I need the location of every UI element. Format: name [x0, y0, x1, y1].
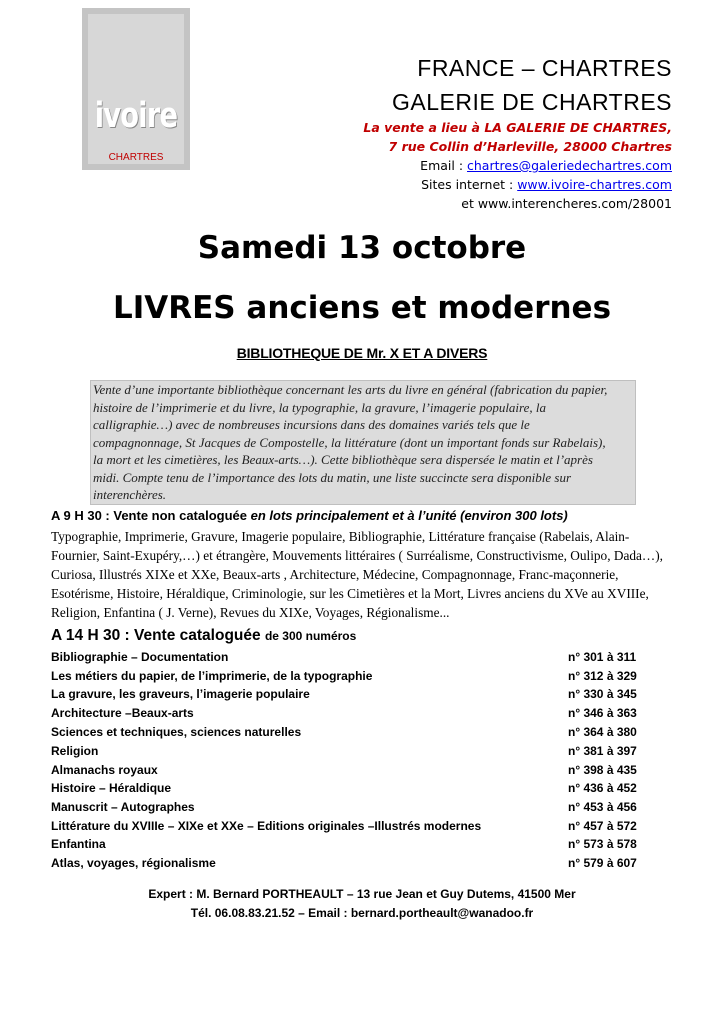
category-range: n° 398 à 435: [568, 763, 637, 777]
category-range: n° 301 à 311: [568, 650, 637, 664]
category-row: [51, 835, 641, 854]
morning-session-body: [51, 527, 676, 622]
intro-line: Vente d’une importante bibliothèque concernant les arts du livre en général (fabrication du papier,: [93, 382, 608, 397]
intro-line: calligraphie…) avec de nombreuses incursions dans des domaines variés tels que le: [93, 417, 530, 432]
morning-body-line: Esotérisme, Histoire, Héraldique, Criminologie, sur les Cimetières et la Mort, Livres anciens du XVe au XVIIIe,: [51, 586, 649, 601]
category-range: n° 346 à 363: [568, 706, 637, 720]
expert-address: Expert : M. Bernard PORTHEAULT – 13 rue Jean et Guy Dutems, 41500 Mer: [148, 887, 576, 901]
venue-line-2: 7 rue Collin d’Harleville, 28000 Chartres: [388, 139, 672, 154]
category-row: [51, 723, 641, 742]
category-label: Littérature du XVIIIe – XIXe et XXe – Editions originales –Illustrés modernes: [51, 819, 482, 833]
library-heading: BIBLIOTHEQUE DE Mr. X ET A DIVERS: [236, 345, 488, 361]
logo-panel: [88, 14, 184, 164]
category-row: [51, 742, 641, 761]
ivoire-logo: [82, 8, 190, 170]
category-range: n° 579 à 607: [568, 856, 637, 870]
category-row: [51, 798, 641, 817]
morning-session-label: A 9 H 30 : Vente non cataloguée: [51, 508, 251, 523]
venue-line-1: La vente a lieu à LA GALERIE DE CHARTRES,: [363, 120, 672, 135]
category-row: [51, 854, 641, 873]
site-interencheres: et www.interencheres.com/28001: [461, 196, 672, 211]
email-label: Email :: [420, 158, 468, 173]
category-range: n° 436 à 452: [568, 781, 637, 795]
logo-wordmark: ivoire: [94, 96, 178, 136]
sites-label: Sites internet :: [421, 177, 518, 192]
category-range: n° 453 à 456: [568, 800, 637, 814]
category-row: [51, 667, 641, 686]
category-label: Almanachs royaux: [51, 763, 158, 777]
category-range: n° 364 à 380: [568, 725, 637, 739]
email-link[interactable]: chartres@galeriedechartres.com: [467, 158, 672, 173]
afternoon-session-title: [51, 627, 356, 645]
category-label: Bibliographie – Documentation: [51, 650, 229, 664]
category-label: La gravure, les graveurs, l’imagerie populaire: [51, 687, 310, 701]
category-range: n° 573 à 578: [568, 837, 637, 851]
category-label: Les métiers du papier, de l’imprimerie, de la typographie: [51, 669, 373, 683]
category-row: [51, 817, 641, 836]
category-range: n° 330 à 345: [568, 687, 637, 701]
email-line: [420, 158, 672, 173]
intro-line: la mort et les cimetières, les Beaux-arts…). Cette bibliothèque sera dispersée le matin et l’après: [93, 452, 593, 467]
category-range: n° 312 à 329: [568, 669, 637, 683]
sites-line: [421, 177, 672, 192]
category-label: Religion: [51, 744, 99, 758]
site-link-ivoire[interactable]: www.ivoire-chartres.com: [517, 177, 672, 192]
category-row: [51, 761, 641, 780]
morning-body-line: Curiosa, Illustrés XIXe et XXe, Beaux-arts , Architecture, Médecine, Compagnonnage, Franc-maçonnerie,: [51, 567, 619, 582]
category-label: Sciences et techniques, sciences naturelles: [51, 725, 302, 739]
morning-session-title: [51, 508, 568, 523]
sale-subject: LIVRES anciens et modernes: [112, 290, 612, 326]
expert-contact: Tél. 06.08.83.21.52 – Email : bernard.portheault@wanadoo.fr: [190, 906, 534, 920]
intro-box: [90, 380, 636, 505]
afternoon-session-label: A 14 H 30 : Vente cataloguée: [51, 627, 265, 644]
afternoon-session-count: de 300 numéros: [264, 629, 357, 643]
morning-session-detail: en lots principalement et à l’unité (environ 300 lots): [250, 508, 568, 523]
category-range: n° 381 à 397: [568, 744, 637, 758]
category-range: n° 457 à 572: [568, 819, 637, 833]
morning-body-line: Fournier, Saint-Exupéry,…) et étrangère, Mouvements littéraires ( Surréalisme, Constructivisme, Oulipo, Dada…),: [51, 548, 663, 563]
intro-line: midi. Compte tenu de l’importance des lots du matin, une liste succincte sera disponible sur: [93, 469, 572, 485]
category-label: Manuscrit – Autographes: [51, 800, 195, 814]
category-label: Architecture –Beaux-arts: [51, 706, 194, 720]
header-country-city: FRANCE – CHARTRES: [417, 55, 672, 81]
intro-line: histoire de l’imprimerie et du livre, la typographie, la gravure, l’imagerie populaire, la: [93, 399, 547, 415]
category-row: [51, 779, 641, 798]
logo-city: CHARTRES: [108, 152, 164, 163]
category-label: Histoire – Héraldique: [51, 781, 172, 795]
intro-line: interenchères.: [93, 487, 167, 502]
morning-body-line: Typographie, Imprimerie, Gravure, Imagerie populaire, Bibliographie, Littérature française (Rabelais, Alain-: [51, 529, 630, 544]
intro-line: compagnonnage, St Jacques de Compostelle, la littérature (dont un important fonds sur Rabelais),: [93, 434, 606, 450]
category-row: [51, 648, 641, 667]
category-label: Enfantina: [51, 837, 106, 851]
sale-date: Samedi 13 octobre: [197, 230, 527, 266]
category-row: [51, 685, 641, 704]
category-label: Atlas, voyages, régionalisme: [51, 856, 216, 870]
header-gallery-name: GALERIE DE CHARTRES: [391, 89, 672, 115]
morning-body-line: Religion, Enfantina ( J. Verne), Revues du XIXe, Voyages, Régionalisme...: [51, 605, 450, 620]
category-row: [51, 704, 641, 723]
